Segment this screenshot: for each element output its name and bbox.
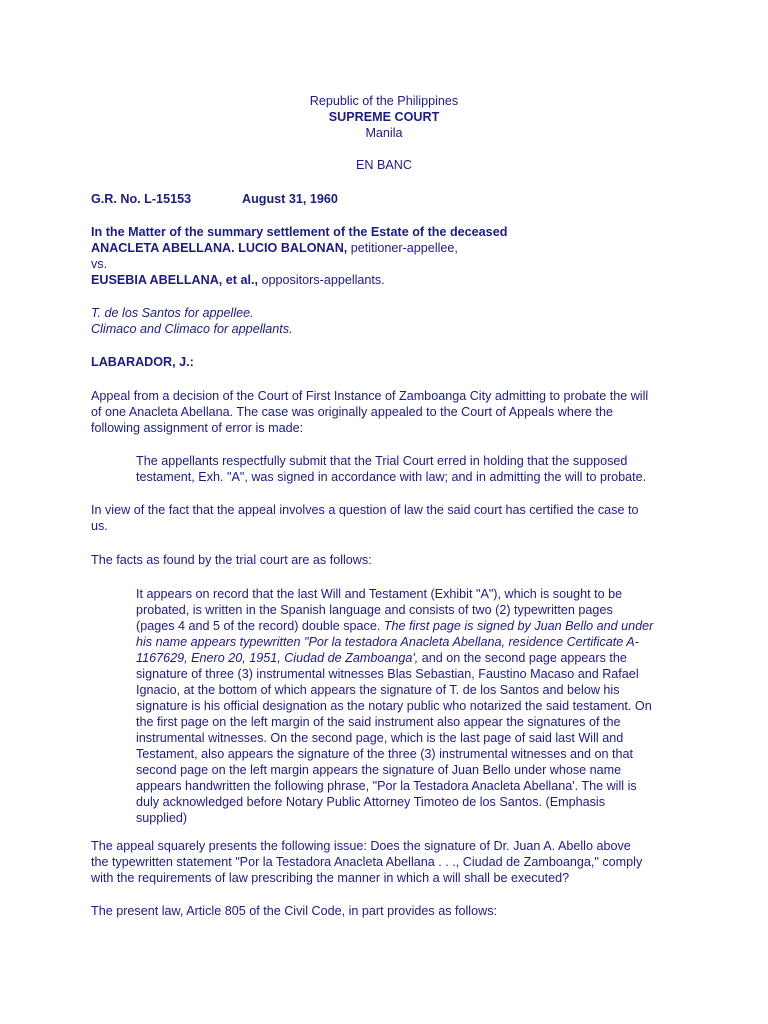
party-appellants — [91, 272, 385, 288]
quote-line: signature of three (3) instrumental witnesses Blas Sebastian, Faustino Macaso and Rafael — [136, 667, 639, 681]
paragraph-line: The appeal squarely presents the following issue: Does the signature of Dr. Juan A. Abello above — [91, 839, 631, 853]
versus-text: vs. — [91, 257, 108, 271]
quote-line: Testament, also appears the signature of the three (3) instrumental witnesses and on that — [136, 747, 634, 761]
paragraph-line: us. — [91, 519, 108, 533]
appellee-name: ANACLETA ABELLANA. LUCIO BALONAN, — [91, 241, 348, 255]
quote-line: the first page on the left margin of the said instrument also appear the signatures of the — [136, 715, 621, 729]
paragraph-line: In view of the fact that the appeal involves a question of law the said court has certified the case to — [91, 503, 639, 517]
counsel-appellants: Climaco and Climaco for appellants. — [91, 322, 293, 336]
paragraph-line: the typewritten statement "Por la Testadora Anacleta Abellana . . ., Ciudad de Zamboanga," comply — [91, 855, 643, 869]
division-heading: EN BANC — [356, 158, 412, 172]
appellants-name: EUSEBIA ABELLANA, et al., — [91, 273, 259, 287]
quote-line: signature is his official designation as the notary public who notarized the said testament. On — [136, 699, 652, 713]
appellee-role: petitioner-appellee, — [347, 241, 458, 255]
caption-line: In the Matter of the summary settlement of the Estate of the deceased — [91, 225, 508, 239]
quote-text: (pages 4 and 5 of the record) double space. — [136, 619, 384, 633]
paragraph-line: with the requirements of law prescribing the manner in which a will shall be executed? — [91, 871, 570, 885]
quote-emphasis: his name appears typewritten "Por la testadora Anacleta Abellana, residence Certificate A- — [136, 635, 639, 649]
quote-line: It appears on record that the last Will and Testament (Exhibit "A"), which is sought to be — [136, 587, 623, 601]
court-heading: SUPREME COURT — [328, 110, 440, 124]
paragraph-line: Appeal from a decision of the Court of First Instance of Zamboanga City admitting to probate the will — [91, 389, 649, 403]
counsel-appellee: T. de los Santos for appellee. — [91, 306, 254, 320]
quote-line: The appellants respectfully submit that the Trial Court erred in holding that the supposed — [136, 454, 628, 468]
paragraph-line: following assignment of error is made: — [91, 421, 304, 435]
quote-line: testament, Exh. "A", was signed in accordance with law; and in admitting the will to probate. — [136, 470, 647, 484]
quote-line — [136, 618, 653, 634]
paragraph-line: of one Anacleta Abellana. The case was originally appealed to the Court of Appeals where the — [91, 405, 614, 419]
quote-line: second page on the left margin appears the signature of Juan Bello under whose name — [136, 763, 622, 777]
quote-line: probated, is written in the Spanish language and consists of two (2) typewritten pages — [136, 603, 613, 617]
appellants-role: oppositors-appellants. — [258, 273, 385, 287]
quote-emphasis: The first page is signed by Juan Bello and under — [383, 619, 654, 633]
city-heading: Manila — [365, 126, 403, 140]
quote-text: and on the second page appears the — [418, 651, 627, 665]
country-heading: Republic of the Philippines — [309, 94, 459, 108]
party-appellee — [91, 240, 458, 256]
quote-line: duly acknowledged before Notary Public Attorney Timoteo de los Santos. (Emphasis — [136, 795, 606, 809]
paragraph-line: The facts as found by the trial court are as follows: — [91, 553, 372, 567]
quote-emphasis: 1167629, Enero 20, 1951, Ciudad de Zamboanga', — [136, 651, 419, 665]
case-number: G.R. No. L-15153 — [91, 192, 192, 206]
quote-line — [136, 650, 627, 666]
case-date: August 31, 1960 — [242, 192, 338, 206]
quote-line: instrumental witnesses. On the second page, which is the last page of said last Will and — [136, 731, 624, 745]
quote-line: Ignacio, at the bottom of which appears the signature of T. de los Santos and below his — [136, 683, 620, 697]
ponente: LABARADOR, J.: — [91, 355, 194, 369]
quote-line: supplied) — [136, 811, 188, 825]
paragraph-line: The present law, Article 805 of the Civil Code, in part provides as follows: — [91, 904, 498, 918]
quote-line: appears handwritten the following phrase, "Por la Testadora Anacleta Abellana'. The will is — [136, 779, 637, 793]
